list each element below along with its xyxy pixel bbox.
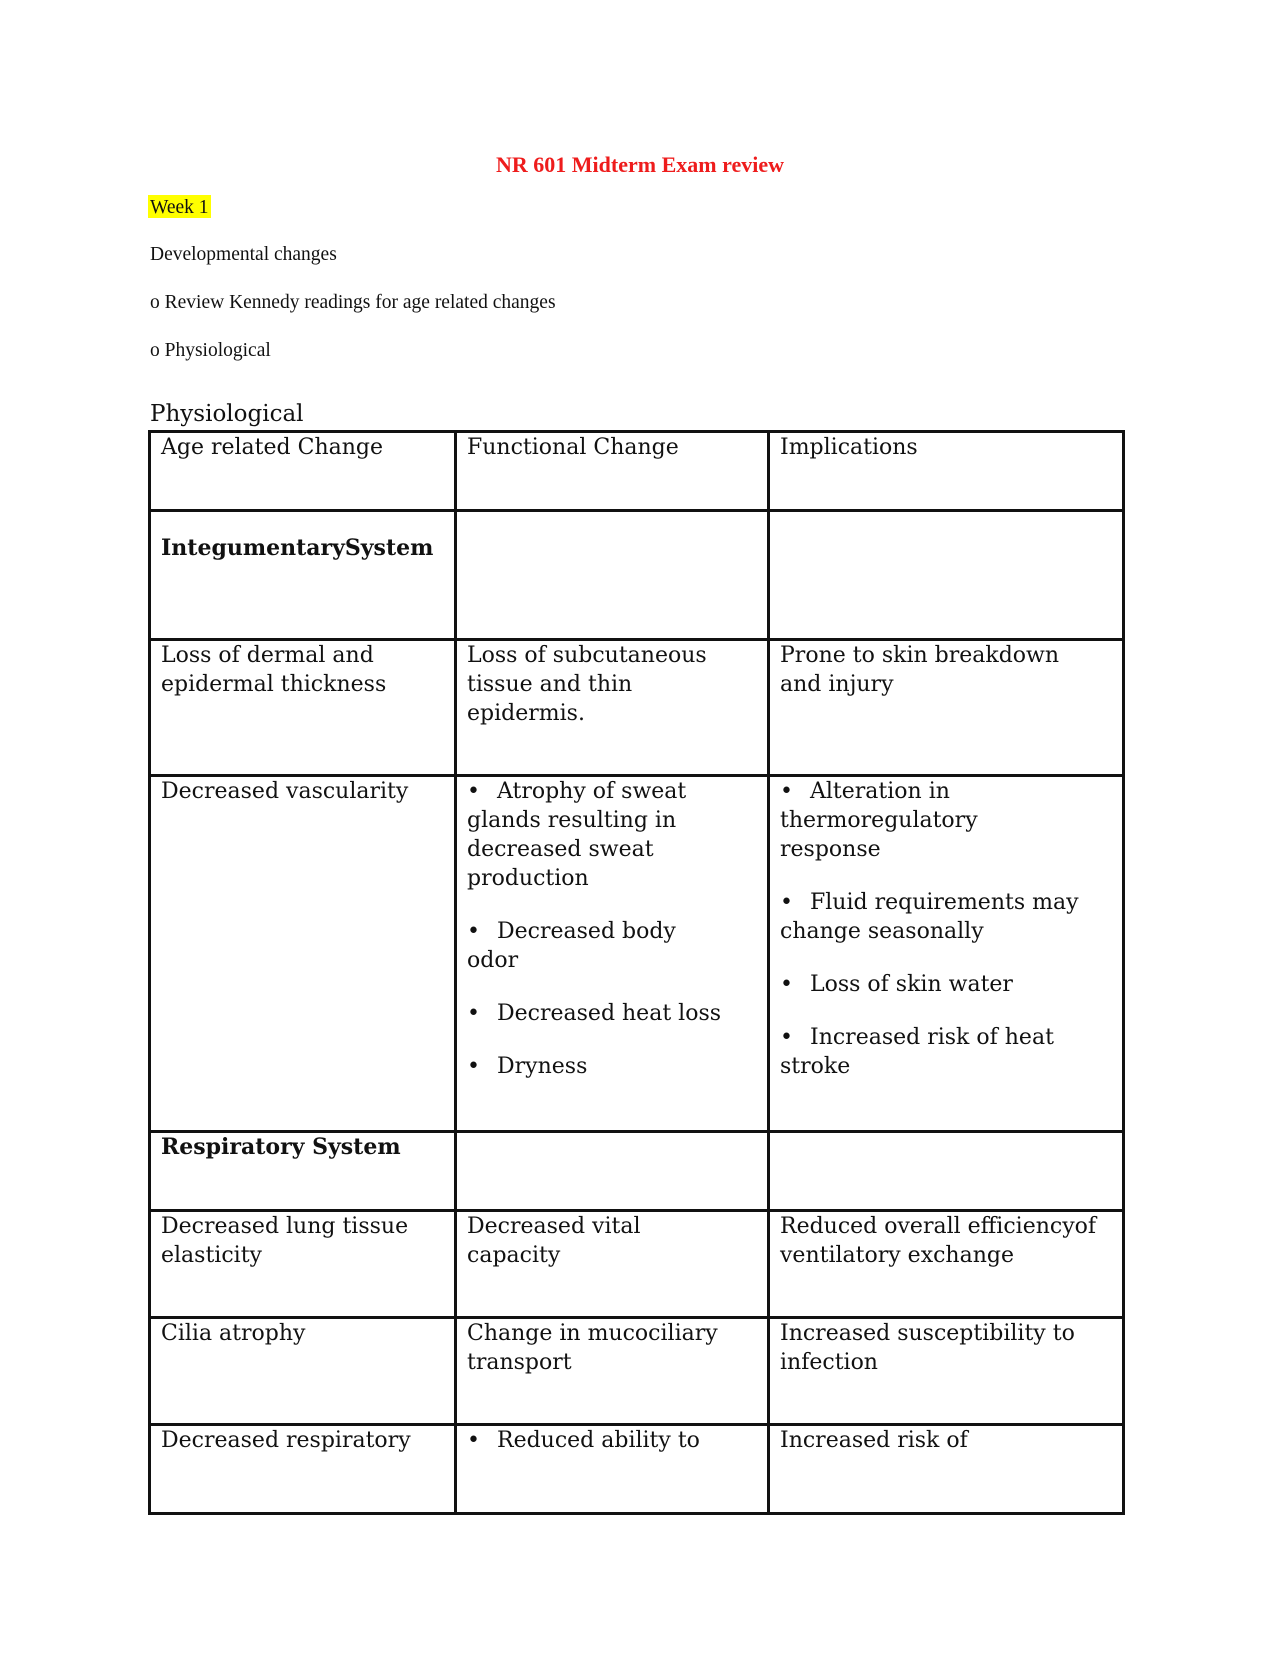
cell-text: capacity [467,1243,561,1268]
cell-age: Cilia atrophy [150,1318,456,1425]
cell-impl [769,640,1124,776]
table-caption: Physiological [150,401,304,427]
bullet-item: • Decreased body [467,919,676,944]
cell-text: epidermal thickness [161,672,387,697]
section-title: IntegumentarySystem [161,535,434,561]
cell-text: Change in mucociliary [467,1321,718,1346]
bullet-icon: • [467,779,480,804]
bullet-item: • Dryness [467,1054,588,1079]
section-title: Respiratory System [161,1134,401,1160]
header-age-related-change: Age related Change [150,432,456,511]
header-implications: Implications [769,432,1124,511]
header-functional-change: Functional Change [456,432,769,511]
cell-text: elasticity [161,1243,262,1268]
week-label [150,197,211,219]
bullet-item: • Decreased heat loss [467,1001,722,1026]
cell-age [150,640,456,776]
bullet-icon: • [780,779,793,804]
cell-func [456,1425,769,1514]
cell-impl [769,1318,1124,1425]
table-row [150,640,1124,776]
cell-age [150,1211,456,1318]
cell-func [456,1211,769,1318]
cell-impl: Increased risk of [769,1425,1124,1514]
cell-impl [769,776,1124,1132]
cell-text: glands resulting in [467,808,677,833]
cell-impl [769,1211,1124,1318]
text-line: Developmental changes [150,244,337,265]
cell-text: and injury [780,672,894,697]
bullet-icon: • [780,890,793,915]
cell-text: Reduced overall efficiencyof [780,1214,1097,1239]
cell-text: Decreased lung tissue [161,1214,409,1239]
bullet-icon: • [467,1428,480,1453]
cell-text: transport [467,1350,572,1375]
bullet-icon: • [780,1025,793,1050]
cell-text: tissue and thin [467,672,633,697]
week-highlight: Week 1 [150,197,209,218]
cell-func [456,1318,769,1425]
cell-age: Decreased respiratory [150,1425,456,1514]
cell-text: stroke [780,1054,851,1079]
table-row [150,776,1124,1132]
section-row-integumentary [150,511,1124,640]
cell-text: Prone to skin breakdown [780,643,1060,668]
bullet-item: • Loss of skin water [780,972,1013,997]
document-title: NR 601 Midterm Exam review [496,152,784,177]
bullet-icon: • [780,972,793,997]
cell-text: infection [780,1350,878,1375]
table-header-row [150,432,1124,511]
cell-text: decreased sweat [467,837,654,862]
cell-text: odor [467,948,519,973]
text-line: o Review Kennedy readings for age related changes [150,292,556,313]
bullet-item: • Atrophy of sweat [467,779,687,804]
bullet-item: • Fluid requirements may [780,890,1079,915]
section-row-respiratory [150,1132,1124,1211]
cell-text: change seasonally [780,919,984,944]
bullet-icon: • [467,1054,480,1079]
cell-text: response [780,837,881,862]
cell-text: Increased susceptibility to [780,1321,1075,1346]
bullet-icon: • [467,1001,480,1026]
cell-text: Decreased vital [467,1214,641,1239]
table-row [150,1211,1124,1318]
cell-func [456,776,769,1132]
cell-text: Loss of dermal and [161,643,374,668]
age-changes-table [148,430,1125,1515]
cell-text: epidermis. [467,701,585,726]
cell-text: thermoregulatory [780,808,978,833]
bullet-icon: • [467,919,480,944]
cell-func [456,640,769,776]
cell-text: Loss of subcutaneous [467,643,707,668]
bullet-item: • Reduced ability to [467,1428,700,1453]
bullet-item: • Increased risk of heat [780,1025,1054,1050]
table-row [150,1318,1124,1425]
cell-text: production [467,866,589,891]
cell-text: ventilatory exchange [780,1243,1014,1268]
bullet-item: • Alteration in [780,779,950,804]
cell-age: Decreased vascularity [150,776,456,1132]
text-line: o Physiological [150,340,271,361]
table-row [150,1425,1124,1514]
